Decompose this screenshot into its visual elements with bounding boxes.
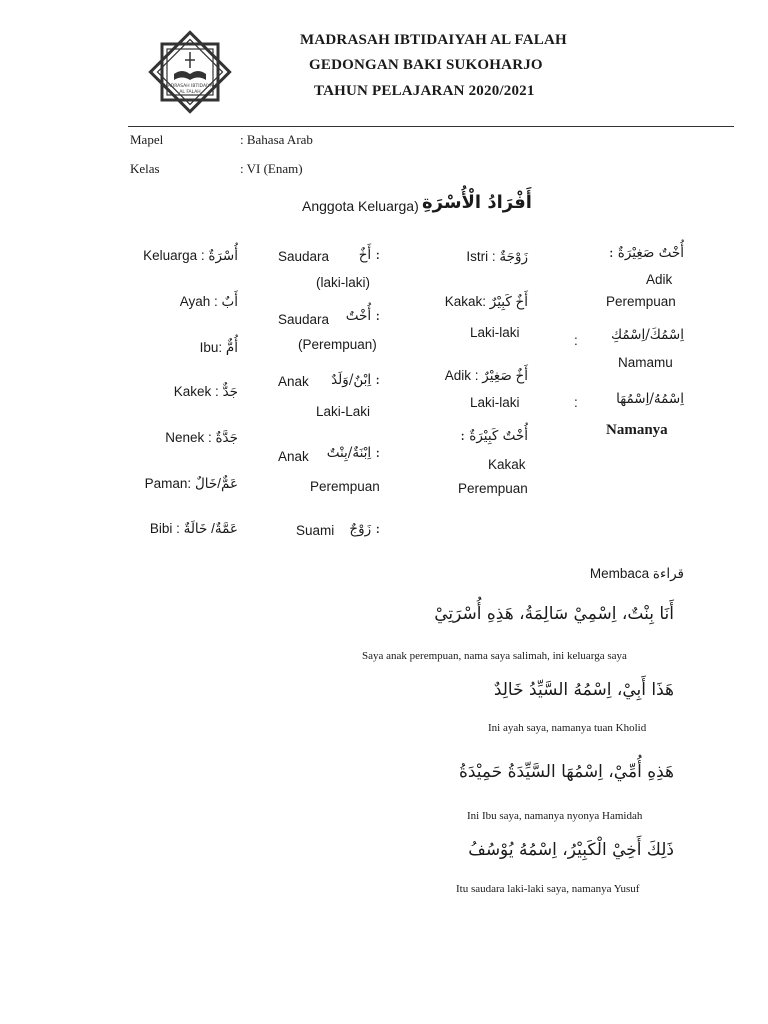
school-address: GEDONGAN BAKI SUKOHARJO: [309, 57, 543, 73]
vocab-paman: Paman: عَمٌّ/خَالٌ: [144, 476, 238, 491]
topic-label: Anggota Keluarga): [302, 198, 419, 214]
vocab-adik-pr-sub1: Adik: [646, 272, 673, 287]
reading-translation-3: Ini Ibu saya, namanya nyonya Hamidah: [467, 810, 643, 822]
reading-translation-2: Ini ayah saya, namanya tuan Kholid: [488, 722, 647, 734]
logo-text-1: MADRASAH IBTIDAIYAH: [163, 84, 217, 89]
vocab-namanya-sub: Namanya: [606, 422, 668, 438]
mapel-label: Mapel: [130, 132, 164, 147]
reading-translation-4: Itu saudara laki-laki saya, namanya Yusuf: [456, 883, 640, 895]
vocab-namanya-arabic: اِسْمُهُ/اِسْمُهَا: [616, 391, 684, 407]
reading-arabic-1: أَنَا بِنْتٌ، اِسْمِيْ سَالِمَةُ، هَذِهِ أُسْرَتِيْ: [434, 604, 674, 624]
vocab-namanya-colon: :: [574, 395, 578, 410]
vocab-saudari-sub: (Perempuan): [298, 337, 377, 352]
vocab-suami-label: Suami: [296, 523, 335, 538]
vocab-saudari-label: Saudara: [278, 312, 330, 327]
vocab-namamu-sub: Namamu: [618, 355, 673, 370]
vocab-istri: Istri : زَوْجَةٌ: [466, 249, 528, 264]
vocab-nenek: Nenek : جَدَّةٌ: [165, 430, 238, 445]
vocab-ayah: Ayah : أَبٌ: [179, 294, 238, 309]
vocab-suami-arabic: : زَوْجٌ: [349, 521, 380, 537]
vocab-adik-pr-sub2: Perempuan: [606, 294, 676, 309]
reading-arabic-2: هَذَا أَبِيْ، اِسْمُهُ السَّيِّدُ خَالِدٌ: [493, 680, 674, 700]
vocab-bibi: Bibi : عَمَّةٌ/ خَالَةٌ: [149, 521, 238, 536]
vocab-kakak-pr-sub1: Kakak: [488, 457, 526, 472]
vocab-kakak-lk: Kakak: أَخٌ كَبِيْرٌ: [444, 294, 528, 309]
vocab-namamu-arabic: اِسْمُكَ/اِسْمُكِ: [610, 327, 684, 343]
school-logo: [140, 22, 240, 122]
reading-title: Membaca قراءة: [589, 566, 684, 581]
vocab-ibu: Ibu: أُمٌّ: [199, 340, 238, 355]
vocab-anak-lk-sub: Laki-Laki: [316, 404, 371, 419]
vocab-kakek: Kakek : جَدٌّ: [173, 384, 238, 399]
vocab-anak-pr-label: Anak: [278, 449, 309, 464]
mapel-value: : Bahasa Arab: [240, 132, 313, 147]
book-icon: [174, 71, 206, 80]
vocab-adik-lk-sub: Laki-laki: [470, 395, 520, 410]
vocab-adik-pr: أُخْتٌ صَغِيْرَةٌ :: [608, 245, 684, 261]
vocab-anak-lk-label: Anak: [278, 374, 309, 389]
kelas-label: Kelas: [130, 161, 160, 176]
logo-text-2: AL FALAH: [179, 90, 201, 95]
vocab-adik-lk: Adik : أَخٌ صَغِيْرٌ: [444, 368, 528, 383]
school-year: TAHUN PELAJARAN 2020/2021: [314, 83, 535, 99]
reading-arabic-4: ذَلِكَ أَخِيْ الْكَبِيْرُ، اِسْمُهُ يُوْسُفُ: [468, 840, 674, 860]
school-name: MADRASAH IBTIDAIYAH AL FALAH: [300, 32, 567, 48]
vocab-anak-pr-arabic: : اِبْنَةٌ/بِنْتٌ: [326, 445, 380, 461]
vocab-saudari-arabic: : أُخْتٌ: [345, 308, 380, 324]
topic-arabic: أَفْرَادُ الْأُسْرَةِ: [422, 192, 532, 213]
vocab-kakak-pr: أُخْتٌ كَبِيْرَةٌ :: [460, 428, 528, 444]
vocab-namamu-colon: :: [574, 333, 578, 348]
vocab-saudara-arabic: : أَخٌ: [358, 247, 380, 263]
reading-translation-1: Saya anak perempuan, nama saya salimah, ini keluarga saya: [362, 650, 627, 662]
vocab-saudara-sub: (laki-laki): [316, 275, 370, 290]
kelas-value: : VI (Enam): [240, 161, 303, 176]
vocab-anak-lk-arabic: : اِبْنٌ/وَلَدٌ: [331, 372, 380, 388]
vocab-keluarga: Keluarga : أُسْرَةٌ: [143, 248, 238, 263]
reading-arabic-3: هَذِهِ أُمِّيْ، اِسْمُهَا السَّيِّدَةُ حَمِيْدَةُ: [458, 762, 674, 782]
vocab-anak-pr-sub: Perempuan: [310, 479, 380, 494]
vocab-kakak-pr-sub2: Perempuan: [458, 481, 528, 496]
header-divider: [128, 126, 734, 127]
vocab-kakak-lk-sub: Laki-laki: [470, 325, 520, 340]
vocab-saudara-label: Saudara: [278, 249, 330, 264]
